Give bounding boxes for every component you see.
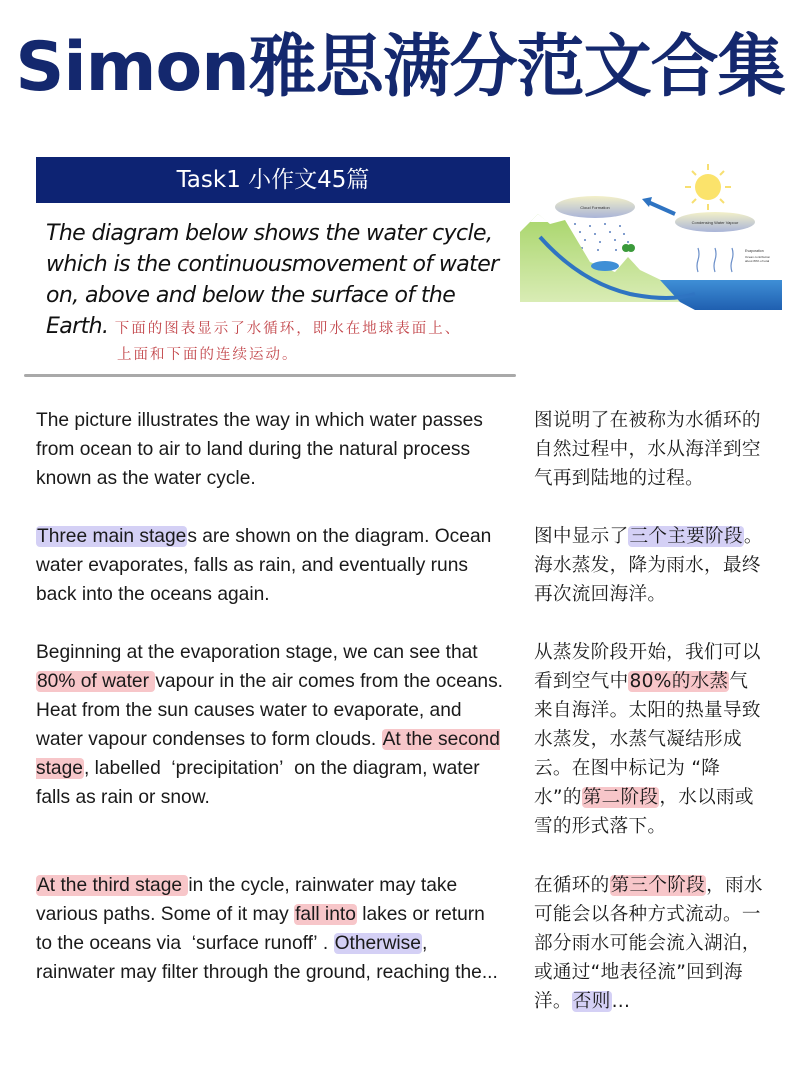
- text-segment: Beginning at the evaporation stage, we can see that: [36, 642, 478, 663]
- paragraph-cn-4: [534, 871, 764, 1016]
- text-segment: 。海水蒸发，降为雨水，最终再次流回海洋。: [534, 526, 763, 605]
- text-segment: lakes or return to the oceans via ‘surface runoff’ .: [36, 904, 485, 954]
- prompt-line: Earth.: [46, 314, 109, 339]
- text-segment: 气来自海洋。太阳的热量导致水蒸发，水蒸气凝结形成云。在图中标记为 “降水”的: [534, 671, 761, 808]
- prompt-translation-line: 上面和下面的连续运动。: [117, 347, 299, 363]
- highlighted-phrase: 80% of water: [37, 671, 155, 692]
- highlighted-phrase: Three main stage: [37, 526, 187, 547]
- paragraph-en-1: [36, 406, 506, 493]
- highlighted-phrase: 三个主要阶段: [629, 526, 743, 547]
- text-segment: 图说明了在被称为水循环的自然过程中，水从海洋到空气再到陆地的过程。: [534, 410, 761, 489]
- paragraph-cn-3: [534, 638, 764, 841]
- text-segment: ，水以雨或雪的形式落下。: [534, 787, 754, 837]
- paragraph-en-3: [36, 638, 506, 812]
- section-divider: [24, 374, 516, 377]
- text-segment: in the cycle, rainwater may take various paths. Some of it may: [36, 875, 458, 925]
- svg-text:about 80% of total: about 80% of total: [745, 259, 770, 263]
- highlighted-phrase: At the second stage: [36, 729, 500, 779]
- svg-text:Condensing Water Vapour: Condensing Water Vapour: [691, 220, 739, 225]
- paragraph-en-4: [36, 871, 506, 987]
- highlighted-phrase: 第三个阶段: [610, 875, 706, 896]
- task-banner: Task1 小作文45篇: [36, 157, 510, 203]
- highlighted-phrase: 80%的水蒸: [629, 671, 729, 692]
- text-segment: 从蒸发阶段开始，我们可以看到空气中: [534, 642, 761, 692]
- water-cycle-diagram: [520, 162, 782, 322]
- prompt-translation: [46, 321, 511, 368]
- highlighted-phrase: At the third stage: [37, 875, 188, 896]
- text-segment: , rainwater may filter through the ground, reaching the...: [36, 933, 498, 983]
- highlighted-phrase: 第二阶段: [582, 787, 659, 808]
- svg-text:Ocean contribution: Ocean contribution: [745, 255, 771, 259]
- text-segment: s are shown on the diagram. Ocean water evaporates, falls as rain, and eventually runs back into the oceans again.: [36, 526, 492, 605]
- text-segment: ，雨水可能会以各种方式流动。一部分雨水可能会流入湖泊，或通过“地表径流”回到海洋。: [534, 875, 763, 1012]
- highlighted-phrase: Otherwise: [334, 933, 421, 954]
- text-segment: , labelled ‘precipitation’ on the diagram, water falls as rain or snow.: [36, 758, 480, 808]
- text-segment: The picture illustrates the way in which water passes from ocean to air to land during the natural process known as the water cycle.: [36, 410, 483, 489]
- highlighted-phrase: fall into: [295, 904, 356, 925]
- text-segment: 在循环的: [534, 875, 610, 896]
- prompt-line: on, above and below the surface of the: [46, 283, 456, 308]
- text-segment: vapour in the air comes from the oceans. Heat from the sun causes water to evaporate, and water vapour condenses to form clouds.: [36, 671, 504, 750]
- paragraph-cn-2: [534, 522, 764, 609]
- prompt-line: The diagram below shows the water cycle,: [46, 221, 493, 246]
- svg-text:Evaporation: Evaporation: [745, 249, 764, 253]
- prompt-line: which is the continuousmovement of water: [46, 252, 499, 277]
- text-segment: 图中显示了: [534, 526, 629, 547]
- page-title: Simon雅思满分范文合集: [15, 28, 785, 107]
- text-segment: ...: [611, 991, 631, 1012]
- paragraph-en-2: [36, 522, 506, 609]
- prompt-translation-line: 下面的图表显示了水循环，即水在地球表面上、: [114, 321, 462, 337]
- essay-prompt: [46, 218, 511, 368]
- svg-text:Cloud Formation: Cloud Formation: [580, 205, 610, 210]
- highlighted-phrase: 否则: [572, 991, 611, 1012]
- sun-icon: [685, 164, 731, 210]
- paragraph-cn-1: [534, 406, 764, 493]
